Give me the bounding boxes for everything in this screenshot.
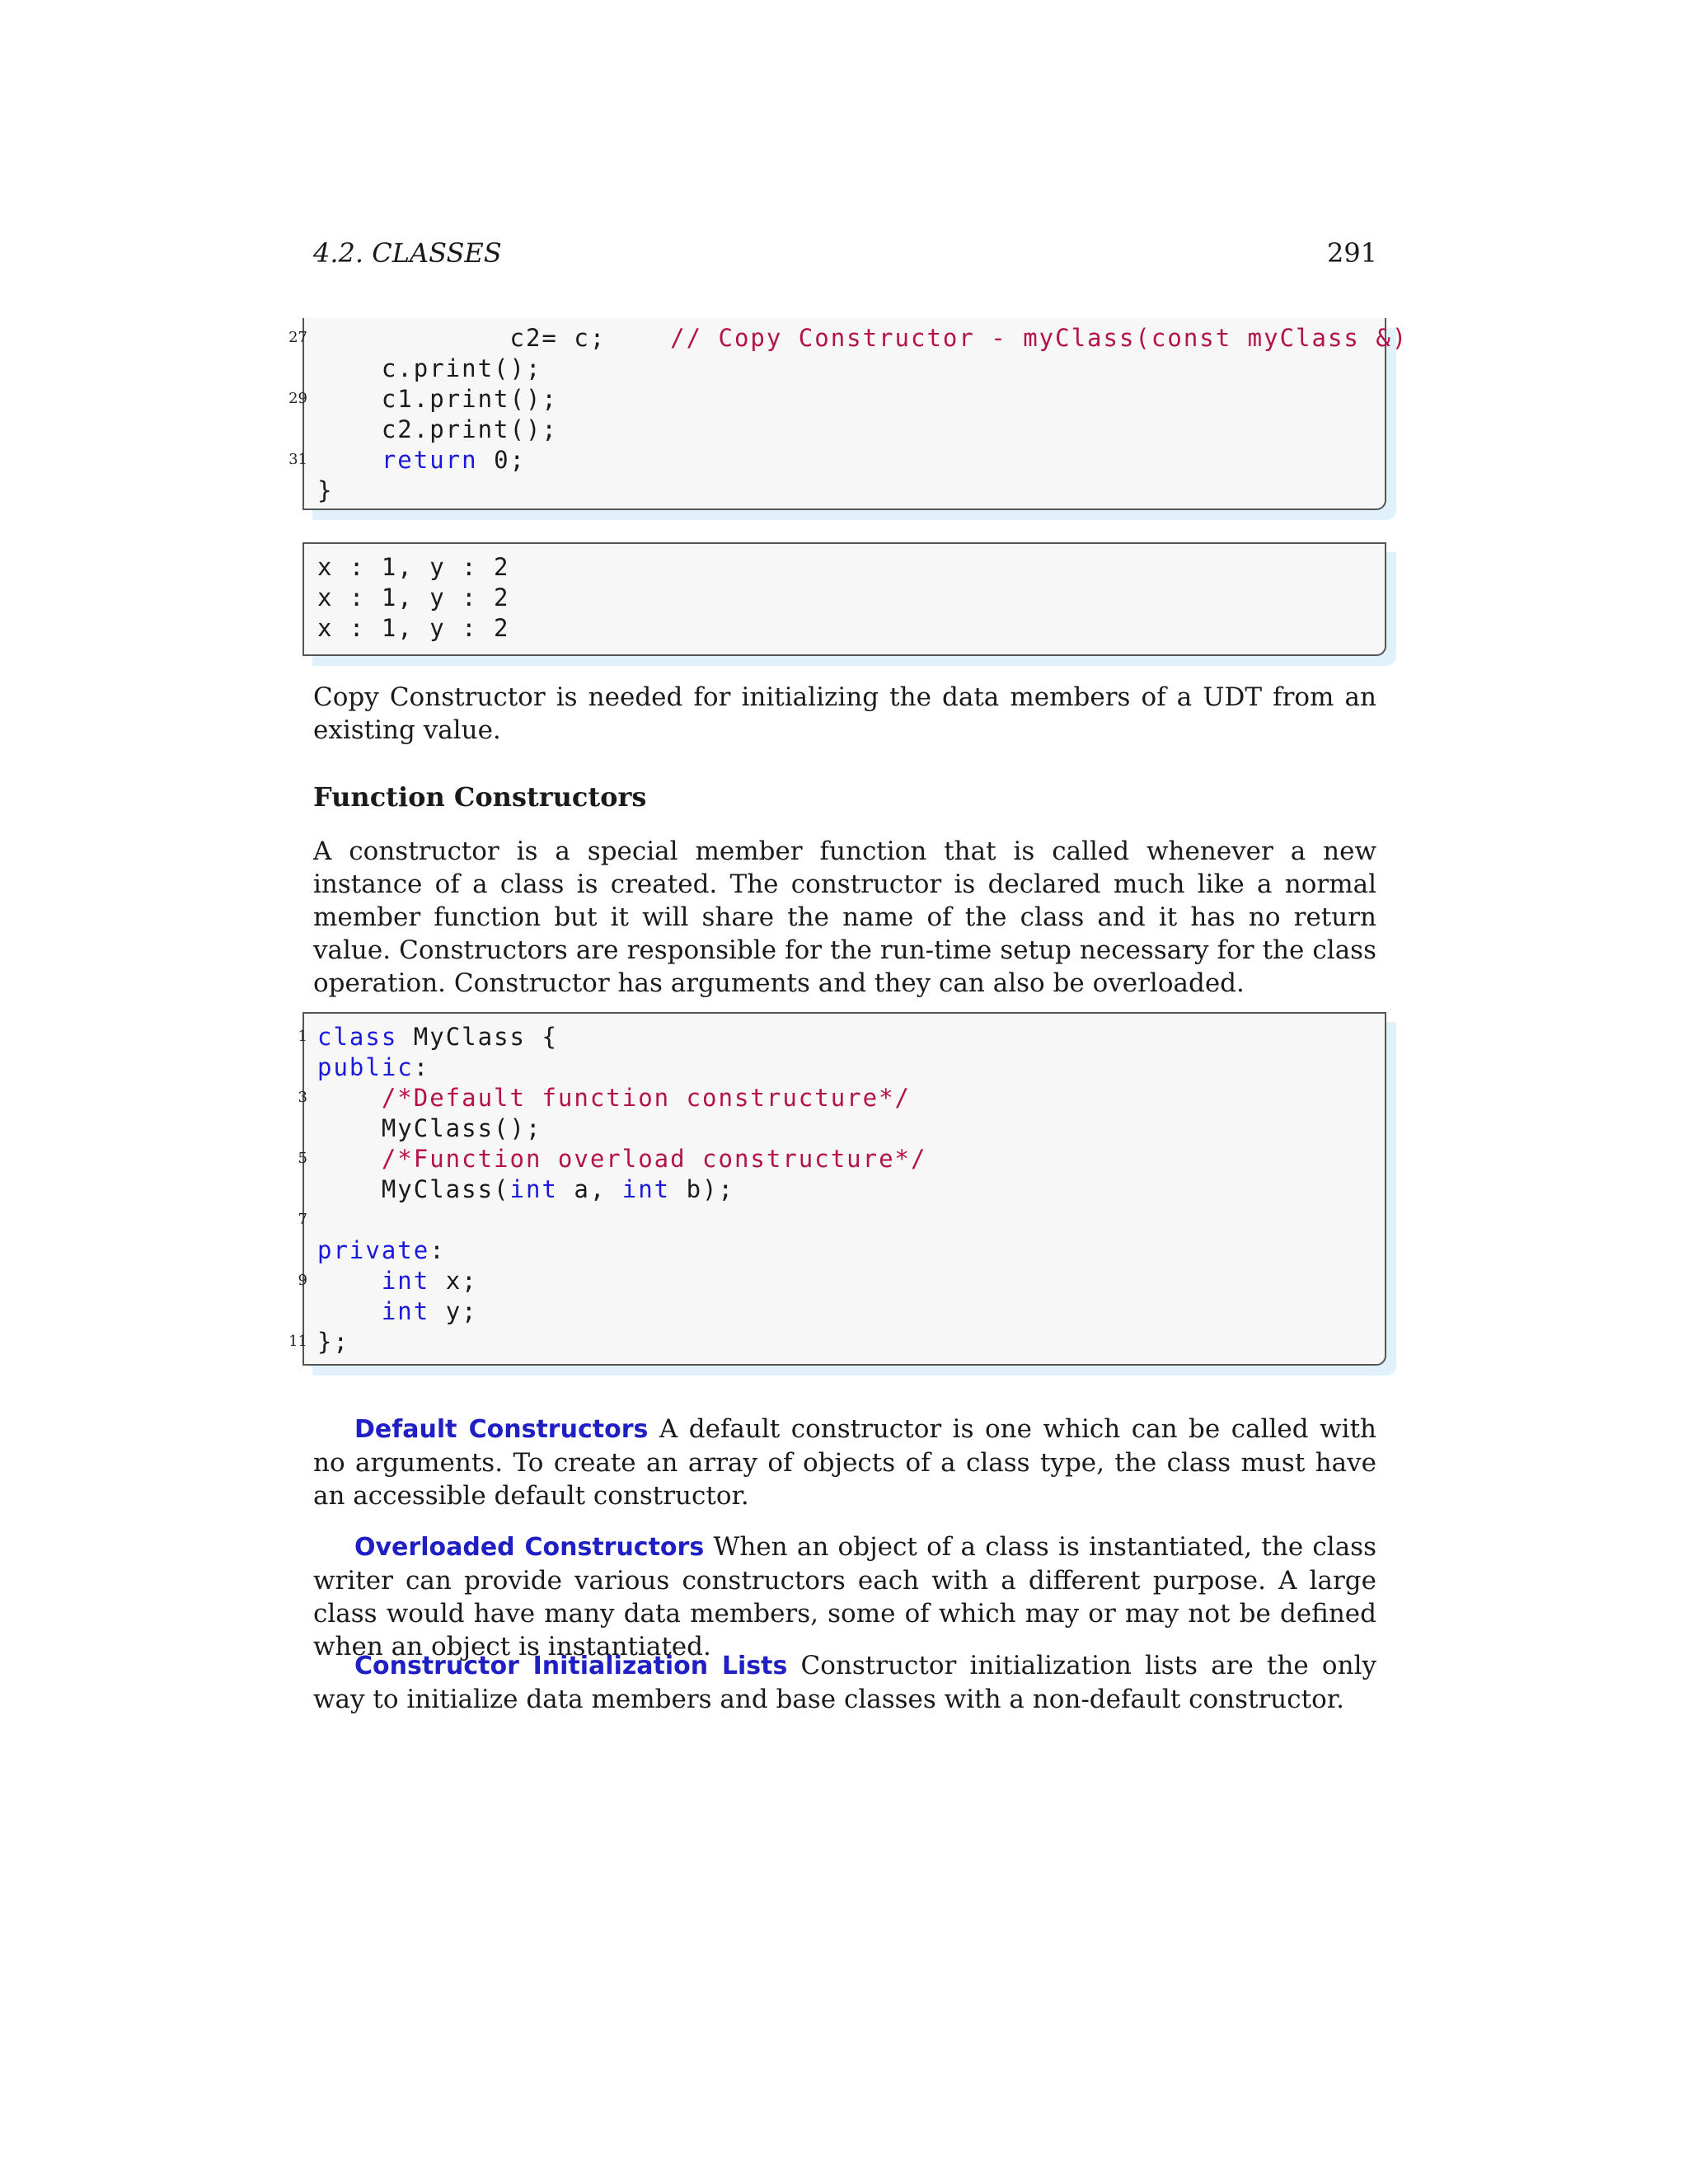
- code1-line: [288, 384, 558, 414]
- term-overloaded-constructors: Overloaded Constructors: [354, 1533, 705, 1562]
- output-line: x : 1, y : 2: [317, 583, 510, 612]
- code1-line: [317, 354, 542, 383]
- code-text: [317, 1145, 382, 1173]
- code2-line: [317, 1296, 478, 1326]
- code2-line: [298, 1022, 558, 1052]
- code-text: c2= c;: [317, 324, 671, 352]
- code-text: :: [413, 1053, 430, 1081]
- code-text: :: [429, 1236, 446, 1264]
- code-text: 0;: [477, 446, 526, 474]
- code2-line: [298, 1266, 478, 1296]
- initialization-lists-text: Constructor initialization lists are the only way to initialize data members and base classes with a non-default constructor.: [313, 1651, 1376, 1714]
- overloaded-constructors-text: When an object of a class is instantiated, the class writer can provide various constructors each with a different purpose. A large class would have many data members, some of which may or may not be defined when an object is instantiated.: [313, 1532, 1377, 1661]
- initialization-lists-paragraph: [313, 1649, 1376, 1716]
- line-number: 11: [288, 1333, 307, 1350]
- code-text: c.print();: [317, 354, 542, 382]
- code-keyword: int: [381, 1267, 430, 1295]
- line-number: 31: [288, 451, 307, 468]
- code-comment: // Copy Constructor - myClass(const myClass &): [670, 324, 1409, 352]
- default-constructors-text: A default constructor is one which can be called with no arguments. To create an array of objects of a class type, the class must have an accessible default constructor.: [313, 1414, 1376, 1511]
- output-line: x : 1, y : 2: [317, 553, 510, 581]
- code-text: [317, 446, 382, 474]
- program-output-box: [302, 542, 1386, 656]
- code1-line: [317, 476, 333, 505]
- code-text: MyClass(: [317, 1175, 510, 1203]
- code-keyword: int: [509, 1175, 558, 1203]
- code-keyword: private: [317, 1236, 430, 1264]
- line-number: 3: [298, 1089, 307, 1106]
- code-text: MyClass();: [317, 1114, 542, 1142]
- code-keyword: int: [381, 1297, 430, 1325]
- code2-line: [317, 1113, 542, 1143]
- code-keyword: return: [381, 446, 478, 474]
- line-number: 9: [298, 1272, 307, 1289]
- code-keyword: class: [317, 1023, 398, 1051]
- code-text: [317, 1267, 382, 1295]
- copy-constructor-paragraph: Copy Constructor is needed for initializing the data members of a UDT from an existing value.: [313, 682, 1376, 745]
- code-comment: /*Function overload constructure*/: [381, 1145, 927, 1173]
- code-text: x;: [429, 1267, 478, 1295]
- code-keyword: int: [621, 1175, 671, 1203]
- code-text: b);: [670, 1175, 734, 1203]
- code2-line: [317, 1052, 429, 1082]
- section-heading: Function Constructors: [313, 781, 647, 813]
- function-constructors-paragraph: A constructor is a special member function that is called whenever a new instance of a class is created. The constructor is declared much like a normal member function but it will share the name of the class and it has no return value. Constructors are responsible for the run-time setup necessary for the class operation. Constructor has arguments and they can also be overloaded.: [313, 837, 1376, 998]
- line-number: 7: [298, 1211, 307, 1228]
- line-number: 5: [298, 1150, 307, 1167]
- term-default-constructors: Default Constructors: [354, 1415, 649, 1444]
- code1-line: [317, 415, 558, 444]
- code2-line: [317, 1174, 734, 1204]
- code1-line: [288, 445, 526, 475]
- code2-line: [298, 1144, 927, 1174]
- code-comment: /*Default function constructure*/: [381, 1084, 912, 1112]
- code-text: [317, 1084, 382, 1112]
- code2-line: [288, 1327, 349, 1357]
- code-listing-continuation: [288, 318, 1409, 510]
- line-number: 27: [288, 329, 307, 346]
- running-header-section: 4.2. CLASSES: [313, 237, 502, 269]
- code1-line: [288, 323, 1409, 353]
- output-line: x : 1, y : 2: [317, 614, 510, 642]
- code2-line: [298, 1083, 912, 1113]
- code-text: c2.print();: [317, 415, 558, 443]
- line-number: 1: [298, 1028, 307, 1045]
- code-text: a,: [557, 1175, 622, 1203]
- line-number: 29: [288, 390, 307, 407]
- code2-line: [317, 1235, 446, 1265]
- code-text: [317, 1297, 382, 1325]
- code-text: y;: [429, 1297, 478, 1325]
- overloaded-constructors-paragraph: [313, 1530, 1376, 1663]
- page-number: 291: [1327, 237, 1378, 269]
- code-keyword: public: [317, 1053, 414, 1081]
- code-text: c1.print();: [317, 385, 558, 413]
- term-constructor-initialization-lists: Constructor Initialization Lists: [354, 1652, 788, 1680]
- code-listing-myclass: [288, 1012, 1386, 1366]
- code-text: }: [317, 476, 334, 504]
- code-text: };: [317, 1328, 349, 1356]
- default-constructors-paragraph: [313, 1413, 1376, 1512]
- code-text: MyClass {: [397, 1023, 558, 1051]
